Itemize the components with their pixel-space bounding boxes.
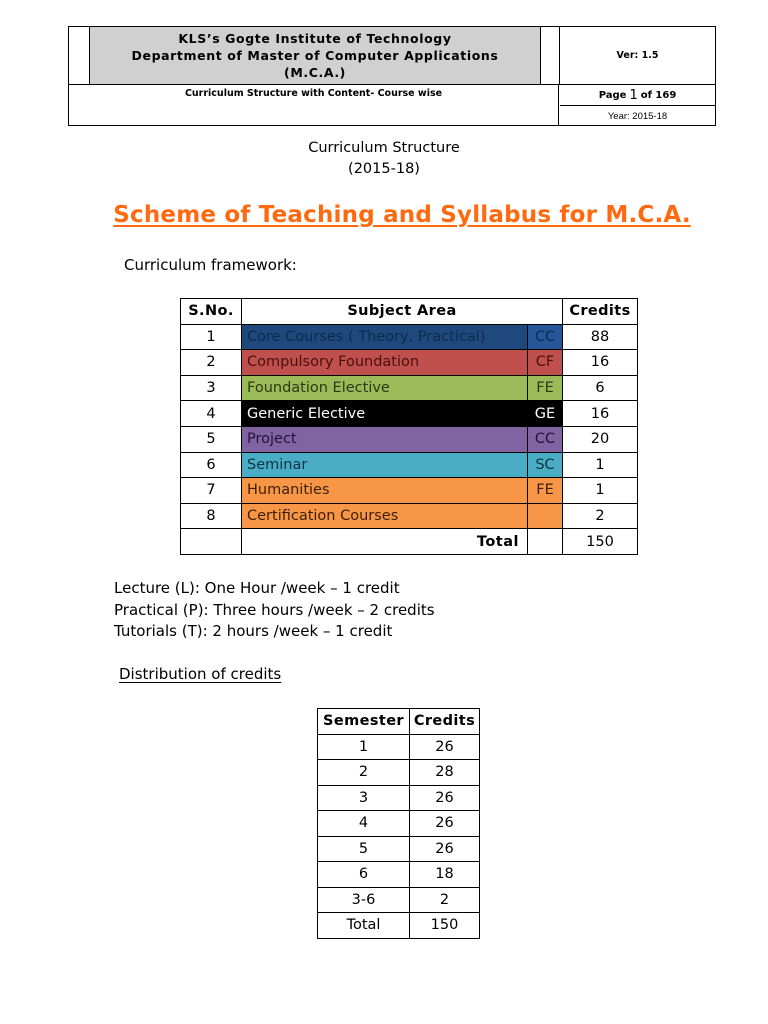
empty-cell: [528, 529, 563, 555]
code-cell: SC: [528, 452, 563, 478]
header-credits: Credits: [410, 709, 480, 735]
table-row: [318, 862, 480, 888]
subject-cell: Seminar: [242, 452, 528, 478]
semester-cell: 3: [318, 785, 410, 811]
credits-cell: 6: [563, 375, 638, 401]
sno-cell: 1: [181, 324, 242, 350]
header-sno: S.No.: [181, 299, 242, 325]
version-label: Ver: 1.5: [616, 50, 659, 61]
subject-cell: Generic Elective: [242, 401, 528, 427]
semester-cell: 2: [318, 760, 410, 786]
page-number: 1: [629, 87, 638, 103]
table-row: [181, 503, 638, 529]
tutorials-rule: Tutorials (T): 2 hours /week – 1 credit: [114, 622, 393, 640]
sno-cell: 5: [181, 426, 242, 452]
distribution-table: [317, 708, 480, 939]
department-name: Department of Master of Computer Applications: [131, 48, 499, 63]
semester-cell: 3-6: [318, 887, 410, 913]
table-row: [318, 887, 480, 913]
table-row: [318, 811, 480, 837]
table-row: [318, 760, 480, 786]
distribution-heading: Distribution of credits: [119, 665, 282, 683]
total-label: Total: [242, 529, 528, 555]
curriculum-period: (2015-18): [348, 161, 420, 177]
subject-cell: Foundation Elective: [242, 375, 528, 401]
semester-cell: 1: [318, 734, 410, 760]
credit-rules: [114, 578, 435, 643]
header-top-row: [69, 27, 715, 85]
sno-cell: 4: [181, 401, 242, 427]
credits-cell: 26: [410, 811, 480, 837]
table-row: [318, 785, 480, 811]
table-header-row: [181, 299, 638, 325]
code-cell: FE: [528, 375, 563, 401]
table-row: [181, 426, 638, 452]
header-subject-area: Subject Area: [242, 299, 563, 325]
header-semester: Semester: [318, 709, 410, 735]
credits-cell: 2: [410, 887, 480, 913]
table-row: [181, 452, 638, 478]
sno-cell: 7: [181, 478, 242, 504]
total-credits: 150: [563, 529, 638, 555]
framework-label: Curriculum framework:: [124, 256, 297, 274]
document-header: [68, 26, 716, 126]
table-row: [181, 478, 638, 504]
scheme-heading: Scheme of Teaching and Syllabus for M.C.A.: [113, 202, 691, 228]
credits-cell: 16: [563, 350, 638, 376]
framework-table: [180, 298, 638, 555]
header-spacer-cell: [541, 27, 560, 84]
sno-cell: 8: [181, 503, 242, 529]
table-row: [318, 734, 480, 760]
header-credits: Credits: [563, 299, 638, 325]
lecture-rule: Lecture (L): One Hour /week – 1 credit: [114, 579, 400, 597]
page-prefix: Page: [598, 89, 627, 101]
header-title-cell: [90, 27, 541, 84]
credits-cell: 26: [410, 785, 480, 811]
code-cell: FE: [528, 478, 563, 504]
table-row: [181, 401, 638, 427]
credits-cell: 20: [563, 426, 638, 452]
credits-cell: 150: [410, 913, 480, 939]
empty-cell: [181, 529, 242, 555]
header-left-cell: [69, 27, 90, 84]
header-subtitle: Curriculum Structure with Content- Course wise: [69, 85, 559, 126]
practical-rule: Practical (P): Three hours /week – 2 credits: [114, 600, 435, 619]
credits-cell: 26: [410, 836, 480, 862]
credits-cell: 1: [563, 452, 638, 478]
year-label: Year: 2015-18: [607, 110, 668, 122]
sno-cell: 6: [181, 452, 242, 478]
credits-cell: 16: [563, 401, 638, 427]
semester-cell: 6: [318, 862, 410, 888]
code-cell: GE: [528, 401, 563, 427]
table-row: [181, 375, 638, 401]
institute-name: KLS’s Gogte Institute of Technology: [178, 31, 452, 46]
subject-cell: Core Courses ( Theory, Practical): [242, 324, 528, 350]
credits-cell: 26: [410, 734, 480, 760]
program-name: (M.C.A.): [284, 65, 346, 80]
subject-cell: Humanities: [242, 478, 528, 504]
semester-cell: 4: [318, 811, 410, 837]
code-cell: CC: [528, 324, 563, 350]
curriculum-title-block: [0, 138, 768, 180]
credits-cell: 2: [563, 503, 638, 529]
table-row: [181, 350, 638, 376]
subject-cell: Compulsory Foundation: [242, 350, 528, 376]
page-total: of 169: [640, 89, 677, 101]
credits-cell: 88: [563, 324, 638, 350]
sno-cell: 2: [181, 350, 242, 376]
code-cell: CF: [528, 350, 563, 376]
total-row: [318, 913, 480, 939]
semester-cell: 5: [318, 836, 410, 862]
credits-cell: 28: [410, 760, 480, 786]
table-row: [318, 836, 480, 862]
semester-cell: Total: [318, 913, 410, 939]
curriculum-structure-title: Curriculum Structure: [308, 140, 460, 156]
code-cell: CC: [528, 426, 563, 452]
code-cell: [528, 503, 563, 529]
sno-cell: 3: [181, 375, 242, 401]
credits-cell: 18: [410, 862, 480, 888]
subject-cell: Project: [242, 426, 528, 452]
total-row: [181, 529, 638, 555]
table-row: [181, 324, 638, 350]
credits-cell: 1: [563, 478, 638, 504]
subject-cell: Certification Courses: [242, 503, 528, 529]
page-indicator: [560, 85, 715, 106]
table-header-row: [318, 709, 480, 735]
